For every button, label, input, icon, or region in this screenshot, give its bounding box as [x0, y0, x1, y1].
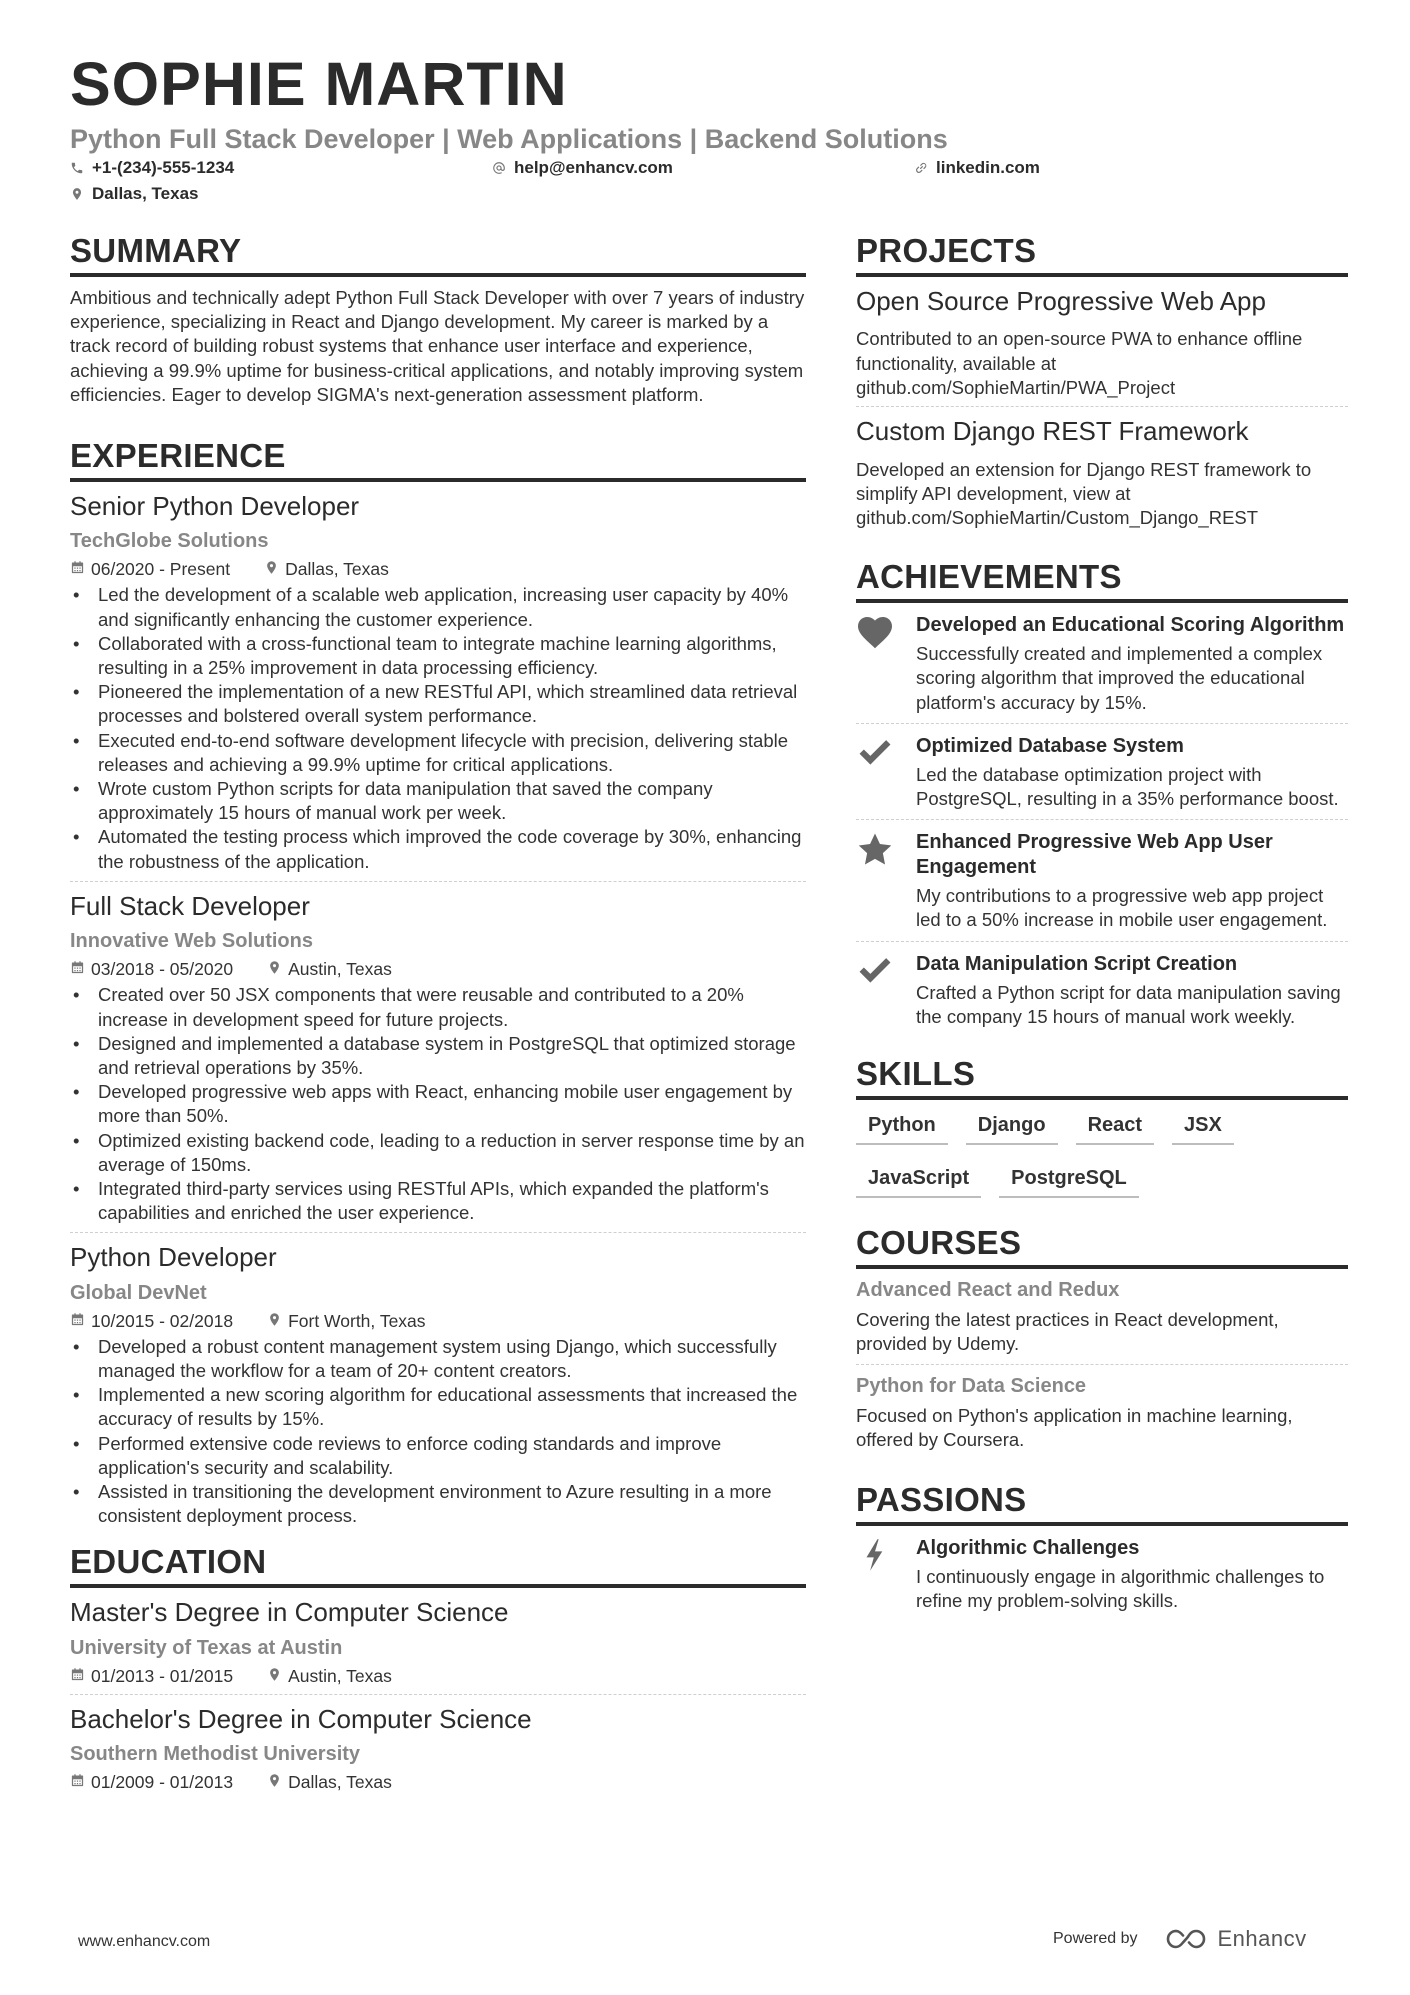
- company-name: Global DevNet: [70, 1281, 207, 1304]
- course-description: Covering the latest practices in React development, provided by Udemy.: [856, 1308, 1279, 1354]
- date-range: 03/2018 - 05/2020: [91, 959, 234, 980]
- company-name: TechGlobe Solutions: [70, 530, 269, 553]
- contact-email[interactable]: [492, 158, 673, 178]
- bullet-item: • Designed and implemented a database system in PostgreSQL that optimized storage and retrieval operations by 35%.: [70, 1032, 806, 1080]
- degree-title: Bachelor's Degree in Computer Science: [70, 1703, 532, 1734]
- location-pin-icon: [267, 1311, 282, 1332]
- bullet-item: • Pioneered the implementation of a new RESTful API, which streamlined data retrieval processes and bolstered overall system performance.: [70, 680, 806, 728]
- link-icon: [914, 161, 928, 175]
- entry-body: [916, 830, 1348, 932]
- footer-website[interactable]: www.enhancv.com: [78, 1933, 211, 1950]
- passions-title: PASSIONS: [856, 1481, 1348, 1526]
- projects-list: [856, 277, 1348, 536]
- brand-name: Enhancv: [1217, 1926, 1307, 1951]
- project-description: Developed an extension for Django REST framework to simplify API development, view at github.com/SophieMartin/Custom_Django_REST: [856, 458, 1312, 528]
- school-name: University of Texas at Austin: [70, 1636, 343, 1659]
- summary-text: Ambitious and technically adept Python Full Stack Developer with over 7 years of industry experience, specializing in React and Django development. My career is marked by a track record of building robust systems that enhance user interface and experience, achieving a 99.9% uptime for business-critical applications, and notably improving system efficiencies. Eager to develop SIGMA's next-generation assessment platform.: [70, 286, 805, 405]
- bullet-item: • Performed extensive code reviews to enforce coding standards and improve application's security and scalability.: [70, 1432, 806, 1480]
- calendar-icon: [70, 1772, 85, 1793]
- date-location-row: [70, 1772, 806, 1793]
- project-title: Open Source Progressive Web App: [856, 285, 1266, 316]
- date-range: 01/2013 - 01/2015: [91, 1665, 234, 1686]
- entry-body: [916, 734, 1348, 811]
- experience-entry: [70, 882, 806, 1234]
- heart-icon: [856, 613, 916, 715]
- date-location-row: [70, 1666, 806, 1687]
- achievement-bullets: [70, 1335, 806, 1529]
- location-pin-icon: [267, 1772, 282, 1793]
- education-entry: [70, 1588, 806, 1695]
- candidate-headline: Python Full Stack Developer | Web Applications | Backend Solutions: [70, 124, 948, 154]
- date-location-row: [70, 959, 806, 980]
- passions-list: [856, 1526, 1348, 1621]
- contact-linkedin[interactable]: [914, 158, 1040, 178]
- entry-description: Crafted a Python script for data manipulation saving the company 15 hours of manual work weekly.: [916, 981, 1341, 1027]
- skill-tag: JSX: [1172, 1114, 1234, 1145]
- education-list: [70, 1588, 806, 1800]
- achievement-entry: [856, 942, 1348, 1037]
- entry-location: Austin, Texas: [288, 1665, 392, 1686]
- skill-tag: JavaScript: [856, 1167, 981, 1198]
- entry-description: Led the database optimization project with PostgreSQL, resulting in a 35% performance boost.: [916, 763, 1339, 809]
- calendar-icon: [70, 1311, 85, 1332]
- achievements-list: [856, 603, 1348, 1037]
- degree-title: Master's Degree in Computer Science: [70, 1597, 509, 1628]
- phone-text: +1-(234)-555-1234: [92, 158, 235, 177]
- check-icon: [856, 952, 916, 1029]
- skill-tag: React: [1076, 1114, 1154, 1145]
- entry-body: [916, 952, 1348, 1029]
- date-range: 10/2015 - 02/2018: [91, 1310, 234, 1331]
- bullet-item: • Executed end-to-end software development lifecycle with precision, delivering stable releases and achieving a 99.9% uptime for critical applications.: [70, 729, 806, 777]
- course-title: Python for Data Science: [856, 1375, 1087, 1398]
- bullet-item: • Automated the testing process which improved the code coverage by 30%, enhancing the robustness of the application.: [70, 825, 806, 873]
- achievements-title: ACHIEVEMENTS: [856, 558, 1348, 603]
- at-icon: [492, 161, 506, 175]
- courses-section: [856, 1224, 1348, 1461]
- projects-title: PROJECTS: [856, 232, 1348, 277]
- entry-title: Optimized Database System: [916, 734, 1184, 757]
- entry-description: I continuously engage in algorithmic challenges to refine my problem-solving skills.: [916, 1565, 1325, 1611]
- project-description: Contributed to an open-source PWA to enhance offline functionality, available at github.com/SophieMartin/PWA_Project: [856, 328, 1303, 398]
- date-location-row: [70, 1311, 806, 1332]
- course-description: Focused on Python's application in machine learning, offered by Coursera.: [856, 1405, 1293, 1451]
- enhancv-logo-icon: [1164, 1927, 1210, 1951]
- bullet-item: • Led the development of a scalable web application, increasing user capacity by 40% and significantly enhancing the customer experience.: [70, 583, 806, 631]
- course-entry: [856, 1365, 1348, 1460]
- job-title: Full Stack Developer: [70, 890, 310, 921]
- entry-description: Successfully created and implemented a complex scoring algorithm that improved the educational platform's accuracy by 15%.: [916, 643, 1323, 713]
- experience-entry: [70, 1233, 806, 1535]
- course-entry: [856, 1269, 1348, 1365]
- bullet-item: • Implemented a new scoring algorithm for educational assessments that increased the accuracy of results by 15%.: [70, 1383, 806, 1431]
- education-title: EDUCATION: [70, 1543, 806, 1588]
- date-range: 01/2009 - 01/2013: [91, 1772, 234, 1793]
- project-entry: [856, 407, 1348, 536]
- course-title: Advanced React and Redux: [856, 1278, 1120, 1301]
- location-pin-icon: [70, 187, 84, 201]
- passions-section: [856, 1481, 1348, 1621]
- location-pin-icon: [267, 959, 282, 980]
- bullet-item: • Integrated third-party services using RESTful APIs, which expanded the platform's capabilities and enriched the user experience.: [70, 1177, 806, 1225]
- project-entry: [856, 277, 1348, 407]
- experience-section: [70, 437, 806, 1536]
- skill-tag: Python: [856, 1114, 948, 1145]
- entry-body: [916, 1536, 1348, 1613]
- left-column: [70, 232, 806, 1800]
- footer-powered: [1053, 1926, 1307, 1952]
- projects-section: [856, 232, 1348, 536]
- powered-by-text: Powered by: [1053, 1930, 1138, 1947]
- entry-title: Algorithmic Challenges: [916, 1536, 1140, 1559]
- entry-location: Fort Worth, Texas: [288, 1310, 426, 1331]
- candidate-name: SOPHIE MARTIN: [70, 50, 568, 118]
- entry-body: [916, 613, 1348, 715]
- skills-list: [856, 1114, 1348, 1198]
- experience-title: EXPERIENCE: [70, 437, 806, 482]
- achievement-entry: [856, 603, 1348, 724]
- job-title: Senior Python Developer: [70, 490, 360, 521]
- check-icon: [856, 734, 916, 811]
- skills-section: [856, 1055, 1348, 1198]
- bullet-item: • Created over 50 JSX components that were reusable and contributed to a 20% increase in development speed for future projects.: [70, 983, 806, 1031]
- entry-description: My contributions to a progressive web app project led to a 50% increase in mobile user engagement.: [916, 885, 1328, 931]
- calendar-icon: [70, 559, 85, 580]
- location-pin-icon: [264, 559, 279, 580]
- bullet-item: • Collaborated with a cross-functional team to integrate machine learning algorithms, resulting in a 25% improvement in data processing efficiency.: [70, 632, 806, 680]
- date-location-row: [70, 559, 806, 580]
- education-entry: [70, 1695, 806, 1801]
- achievement-bullets: [70, 583, 806, 873]
- bullet-item: • Optimized existing backend code, leading to a reduction in server response time by an average of 150ms.: [70, 1129, 806, 1177]
- date-range: 06/2020 - Present: [91, 559, 231, 580]
- bullet-item: • Assisted in transitioning the development environment to Azure resulting in a more consistent deployment process.: [70, 1480, 806, 1528]
- summary-section: [70, 232, 806, 407]
- location-text: Dallas, Texas: [92, 184, 199, 203]
- education-section: [70, 1543, 806, 1800]
- job-title: Python Developer: [70, 1242, 277, 1273]
- lightning-icon: [856, 1536, 916, 1613]
- bullet-item: • Developed progressive web apps with React, enhancing mobile user engagement by more than 50%.: [70, 1080, 806, 1128]
- calendar-icon: [70, 959, 85, 980]
- entry-title: Data Manipulation Script Creation: [916, 952, 1238, 975]
- entry-location: Dallas, Texas: [285, 559, 389, 580]
- skills-title: SKILLS: [856, 1055, 1348, 1100]
- contact-phone: [70, 158, 234, 178]
- company-name: Innovative Web Solutions: [70, 930, 313, 953]
- entry-location: Austin, Texas: [288, 959, 392, 980]
- skill-tag: Django: [966, 1114, 1058, 1145]
- school-name: Southern Methodist University: [70, 1743, 361, 1766]
- experience-entry: [70, 482, 806, 882]
- achievement-bullets: [70, 983, 806, 1225]
- summary-title: SUMMARY: [70, 232, 806, 277]
- courses-list: [856, 1269, 1348, 1461]
- skill-tag: PostgreSQL: [999, 1167, 1139, 1198]
- linkedin-text: linkedin.com: [936, 158, 1040, 177]
- courses-title: COURSES: [856, 1224, 1348, 1269]
- email-text: help@enhancv.com: [514, 158, 673, 177]
- entry-title: Enhanced Progressive Web App User Engagement: [916, 831, 1273, 879]
- achievement-entry: [856, 820, 1348, 941]
- experience-list: [70, 482, 806, 1536]
- calendar-icon: [70, 1666, 85, 1687]
- achievements-section: [856, 558, 1348, 1037]
- project-title: Custom Django REST Framework: [856, 416, 1249, 447]
- entry-location: Dallas, Texas: [288, 1772, 392, 1793]
- right-column: [856, 232, 1348, 1621]
- star-icon: [856, 830, 916, 932]
- bullet-item: • Developed a robust content management system using Django, which successfully managed the workflow for a team of 20+ content creators.: [70, 1335, 806, 1383]
- contact-location: [70, 184, 198, 204]
- bullet-item: • Wrote custom Python scripts for data manipulation that saved the company approximately 15 hours of manual work per week.: [70, 777, 806, 825]
- achievement-entry: [856, 724, 1348, 820]
- location-pin-icon: [267, 1666, 282, 1687]
- phone-icon: [70, 161, 84, 175]
- entry-title: Developed an Educational Scoring Algorithm: [916, 614, 1345, 637]
- passion-entry: [856, 1526, 1348, 1621]
- brand-logo[interactable]: [1164, 1926, 1307, 1952]
